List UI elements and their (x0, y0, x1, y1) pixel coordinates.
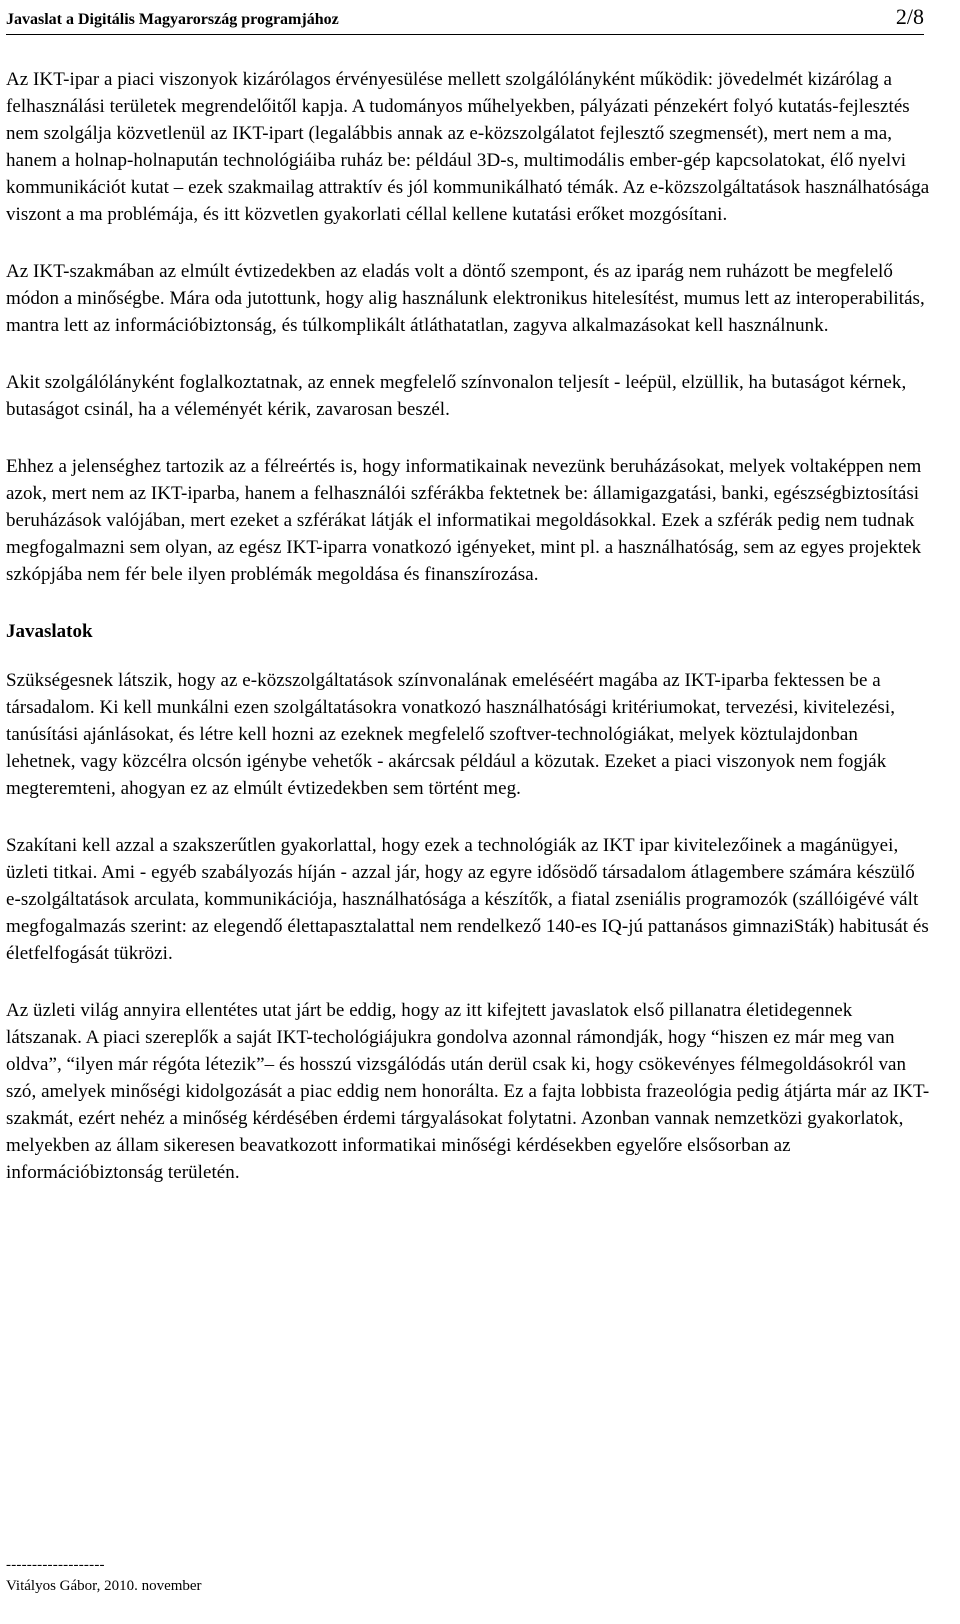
document-body (6, 66, 930, 1216)
footnote-separator: ------------------- (6, 1557, 105, 1573)
paragraph-4: Ehhez a jelenséghez tartozik az a félreértés is, hogy informatikainak nevezünk beruházásokat, melyek voltaképpen nem azok, mert nem az IKT-iparba, hanem a felhasználói szférákba fektetnek be: államigazgatási, banki, egészségbiztosítási beruházások valójában, mert ezeket a szférákat látják el informatikai megoldásokkal. Ezek a szférák pedig nem tudnak megfogalmazni sem olyan, az egész IKT-iparra vonatkozó igényeket, mint pl. a használhatóság, sem az egyes projektek szkópjába nem fér bele ilyen problémák megoldása és finanszírozása. (6, 456, 922, 585)
proposal-paragraph-3: Az üzleti világ annyira ellentétes utat járt be eddig, hogy az itt kifejtett javaslatok első pillanatra életidegennek látszanak. A piaci szereplők a saját IKT-techológiájukra gondolva azonnal rámondják, hogy “hiszen ez már meg van oldva”, “ilyen már régóta létezik”– és hosszú vizsgálódás után derül csak ki, hogy csökevényes félmegoldásokról van szó, amelyek minőségi kidolgozását a piac eddig nem honorálta. Ez a fajta lobbista frazeológia pedig átjárta már az IKT-szakmát, ezért nehéz a minőség kérdésében érdemi tárgyalásokat folytatni. Azonban vannak nemzetközi gyakorlatok, melyekben az állam sikeresen beavatkozott informatikai minőségi kérdésekben egyelőre elsősorban az információbiztonság területén. (6, 1000, 930, 1183)
page-footer (6, 1558, 406, 1599)
proposal-paragraph-2: Szakítani kell azzal a szakszerűtlen gyakorlattal, hogy ezek a technológiák az IKT ipar kivitelezőinek a magánügyei, üzleti titkai. Ami - egyéb szabályozás híján - azzal jár, hogy az egyre idősödő társadalom átlagembere számára készülő e-szolgáltatások arculata, kommunikációja, használhatósága a készítők, a fiatal zseniális programozók (szállóigévé vált megfogalmazás szerint: az elegendő élettapasztalattal nem rendelkező 140-es IQ-jú pattanásos gimnaziSták) habitusát és életfelfogását tükrözi. (6, 835, 929, 964)
page-number: 2/8 (895, 4, 924, 29)
paragraph-2: Az IKT-szakmában az elmúlt évtizedekben az eladás volt a döntő szempont, és az iparág nem ruházott be megfelelő módon a minőségbe. Mára oda jutottunk, hogy alig használunk elektronikus hitelesítést, mumus lett az interoperabilitás, mantra lett az információbiztonság, és túlkomplikált átláthatatlan, zagyva alkalmazásokat kell használnunk. (6, 261, 925, 336)
paragraph-3: Akit szolgálólányként foglalkoztatnak, az ennek megfelelő színvonalon teljesít - leépül, elzüllik, ha butaságot kérnek, butaságot csinál, ha a véleményét kérik, zavarosan beszél. (6, 372, 907, 420)
header-title: Javaslat a Digitális Magyarország programjához (6, 11, 339, 28)
section-heading: Javaslatok (6, 621, 93, 642)
proposal-paragraph-1: Szükségesnek látszik, hogy az e-közszolgáltatások színvonalának emeléséért magába az IKT-iparba fektessen be a társadalom. Ki kell munkálni ezen szolgáltatásokra vonatkozó használhatósági kritériumokat, tervezési, kivitelezési, tanúsítási ajánlásokat, és létre kell hozni az ezeknek megfelelő szoftver-technológiákat, melyek köztulajdonban lehetnek, vagy közcélra olcsón igénybe vehetők - akárcsak például a közutak. Ezeket a piaci viszonyok nem fogják megteremteni, ahogyan ez az elmúlt évtizedekben sem történt meg. (6, 670, 895, 799)
paragraph-1: Az IKT-ipar a piaci viszonyok kizárólagos érvényesülése mellett szolgálólányként működik: jövedelmét kizárólag a felhasználási területek megrendelőitől kapja. A tudományos műhelyekben, pályázati pénzekért folyó kutatás-fejlesztés nem szolgálja közvetlenül az IKT-ipart (legalábbis annak az e-közszolgálatot fejlesztő szegmensét), mert nem a ma, hanem a holnap-holnapután technológiáiba ruház be: például 3D-s, multimodális ember-gép kapcsolatokat, élő nyelvi kommunikációt kutat – ezek szakmailag attraktív és jól kommunikálható témák. Az e-közszolgáltatások használhatósága viszont a ma problémája, és itt közvetlen gyakorlati céllal kellene kutatási erőket mozgósítani. (6, 69, 930, 225)
page-header (6, 4, 924, 35)
footer-author-date: Vitályos Gábor, 2010. november (6, 1578, 202, 1594)
